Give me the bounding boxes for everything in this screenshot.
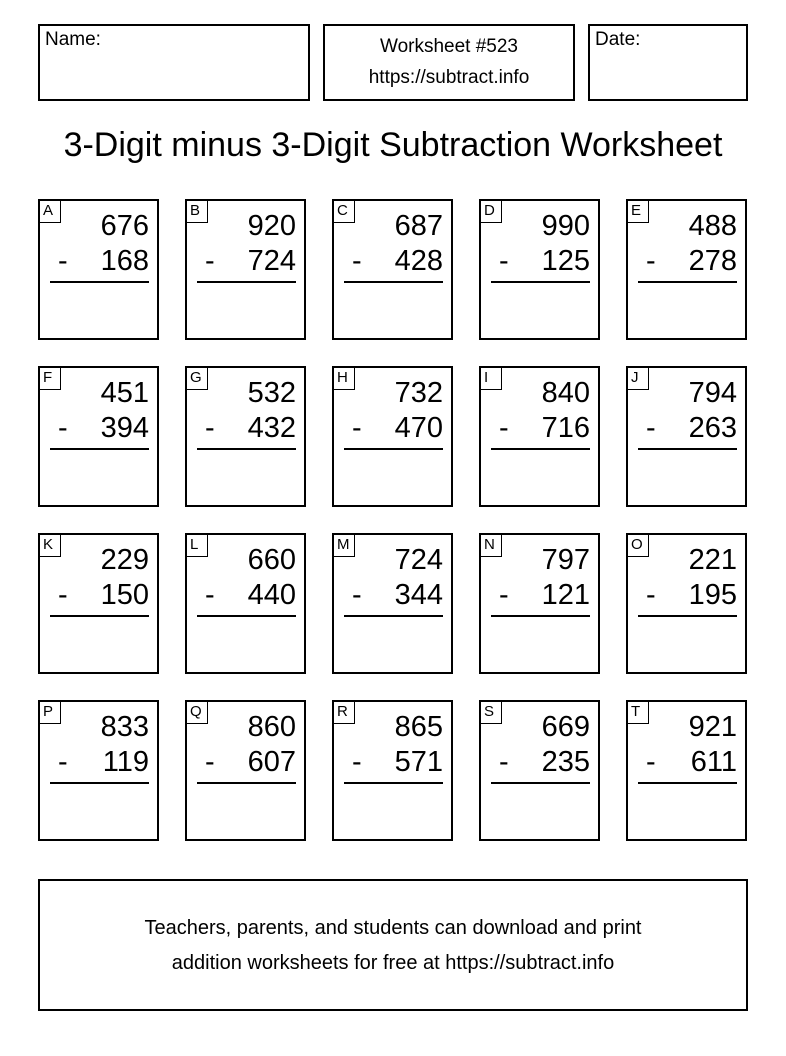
problem-box — [185, 366, 306, 507]
problem-box — [626, 366, 747, 507]
subtrahend: 611 — [690, 746, 737, 778]
name-box[interactable] — [38, 24, 310, 101]
minuend: 687 — [394, 210, 443, 242]
problem-box — [626, 199, 747, 340]
subtrahend: 440 — [247, 579, 296, 611]
minus-sign: - — [352, 746, 362, 778]
answer-line — [344, 448, 443, 450]
worksheet-info-box — [323, 24, 575, 101]
subtrahend: 394 — [100, 412, 149, 444]
problem-label: L — [187, 535, 208, 557]
answer-line — [491, 615, 590, 617]
minuend: 451 — [100, 377, 149, 409]
minus-sign: - — [352, 245, 362, 277]
problem-label: D — [481, 201, 502, 223]
answer-line — [638, 281, 737, 283]
problem-box — [479, 199, 600, 340]
subtrahend: 278 — [688, 245, 737, 277]
problem-label: A — [40, 201, 61, 223]
answer-line — [50, 782, 149, 784]
subtrahend: 571 — [394, 746, 443, 778]
minus-sign: - — [646, 412, 656, 444]
problem-box — [626, 533, 747, 674]
minuend: 794 — [688, 377, 737, 409]
problem-label: N — [481, 535, 502, 557]
worksheet-number: Worksheet #523 — [379, 36, 518, 57]
minuend: 676 — [100, 210, 149, 242]
minus-sign: - — [499, 412, 509, 444]
problem-box — [185, 700, 306, 841]
answer-line — [491, 281, 590, 283]
problem-box — [332, 700, 453, 841]
problem-box — [332, 199, 453, 340]
minus-sign: - — [646, 245, 656, 277]
minuend: 865 — [394, 711, 443, 743]
problem-box — [479, 366, 600, 507]
subtrahend: 121 — [541, 579, 590, 611]
problem-box — [38, 533, 159, 674]
answer-line — [197, 448, 296, 450]
date-box[interactable] — [588, 24, 748, 101]
problem-label: J — [628, 368, 649, 390]
problem-box — [626, 700, 747, 841]
minus-sign: - — [352, 579, 362, 611]
minus-sign: - — [205, 746, 215, 778]
subtrahend: 119 — [102, 746, 149, 778]
minus-sign: - — [352, 412, 362, 444]
minuend: 221 — [688, 544, 737, 576]
subtrahend: 263 — [688, 412, 737, 444]
problem-label: E — [628, 201, 649, 223]
problem-box — [479, 700, 600, 841]
problem-box — [332, 366, 453, 507]
answer-line — [638, 448, 737, 450]
minuend: 920 — [247, 210, 296, 242]
minuend: 921 — [688, 711, 737, 743]
minus-sign: - — [646, 746, 656, 778]
minuend: 797 — [541, 544, 590, 576]
minus-sign: - — [646, 579, 656, 611]
answer-line — [344, 615, 443, 617]
problem-label: O — [628, 535, 649, 557]
answer-line — [50, 615, 149, 617]
problem-label: T — [628, 702, 649, 724]
answer-line — [638, 782, 737, 784]
problem-label: H — [334, 368, 355, 390]
problem-label: B — [187, 201, 208, 223]
minuend: 833 — [100, 711, 149, 743]
minus-sign: - — [499, 579, 509, 611]
subtrahend: 716 — [541, 412, 590, 444]
subtrahend: 470 — [394, 412, 443, 444]
minus-sign: - — [205, 245, 215, 277]
minuend: 732 — [394, 377, 443, 409]
answer-line — [491, 448, 590, 450]
subtrahend: 724 — [247, 245, 296, 277]
answer-line — [197, 615, 296, 617]
minuend: 860 — [247, 711, 296, 743]
minuend: 229 — [100, 544, 149, 576]
problem-label: R — [334, 702, 355, 724]
subtrahend: 195 — [688, 579, 737, 611]
footer-box — [38, 879, 748, 1011]
minuend: 660 — [247, 544, 296, 576]
problem-box — [38, 700, 159, 841]
problem-label: Q — [187, 702, 208, 724]
minus-sign: - — [499, 746, 509, 778]
minus-sign: - — [58, 412, 68, 444]
name-label: Name: — [45, 29, 101, 50]
date-label: Date: — [595, 29, 641, 50]
minus-sign: - — [205, 412, 215, 444]
subtrahend: 235 — [541, 746, 590, 778]
answer-line — [197, 281, 296, 283]
problem-label: K — [40, 535, 61, 557]
minus-sign: - — [499, 245, 509, 277]
problem-label: F — [40, 368, 61, 390]
minuend: 488 — [688, 210, 737, 242]
page-title: 3-Digit minus 3-Digit Subtraction Worksheet — [63, 126, 723, 164]
minus-sign: - — [58, 746, 68, 778]
subtrahend: 432 — [247, 412, 296, 444]
minuend: 840 — [541, 377, 590, 409]
minus-sign: - — [58, 245, 68, 277]
problem-box — [332, 533, 453, 674]
problem-label: M — [334, 535, 355, 557]
answer-line — [491, 782, 590, 784]
problem-label: I — [481, 368, 502, 390]
problem-box — [38, 366, 159, 507]
answer-line — [344, 281, 443, 283]
minuend: 532 — [247, 377, 296, 409]
answer-line — [344, 782, 443, 784]
problem-label: S — [481, 702, 502, 724]
answer-line — [50, 281, 149, 283]
problem-label: P — [40, 702, 61, 724]
subtrahend: 150 — [100, 579, 149, 611]
minuend: 724 — [394, 544, 443, 576]
problem-box — [185, 199, 306, 340]
subtrahend: 168 — [100, 245, 149, 277]
problem-label: G — [187, 368, 208, 390]
problem-box — [185, 533, 306, 674]
subtrahend: 344 — [394, 579, 443, 611]
problem-box — [479, 533, 600, 674]
subtrahend: 607 — [247, 746, 296, 778]
answer-line — [50, 448, 149, 450]
minuend: 669 — [541, 711, 590, 743]
subtrahend: 428 — [394, 245, 443, 277]
minuend: 990 — [541, 210, 590, 242]
footer-line-2: addition worksheets for free at https://subtract.info — [171, 952, 615, 974]
problem-label: C — [334, 201, 355, 223]
minus-sign: - — [58, 579, 68, 611]
problem-box — [38, 199, 159, 340]
footer-line-1: Teachers, parents, and students can download and print — [144, 917, 642, 939]
minus-sign: - — [205, 579, 215, 611]
answer-line — [197, 782, 296, 784]
answer-line — [638, 615, 737, 617]
subtrahend: 125 — [541, 245, 590, 277]
worksheet-url: https://subtract.info — [368, 67, 530, 88]
